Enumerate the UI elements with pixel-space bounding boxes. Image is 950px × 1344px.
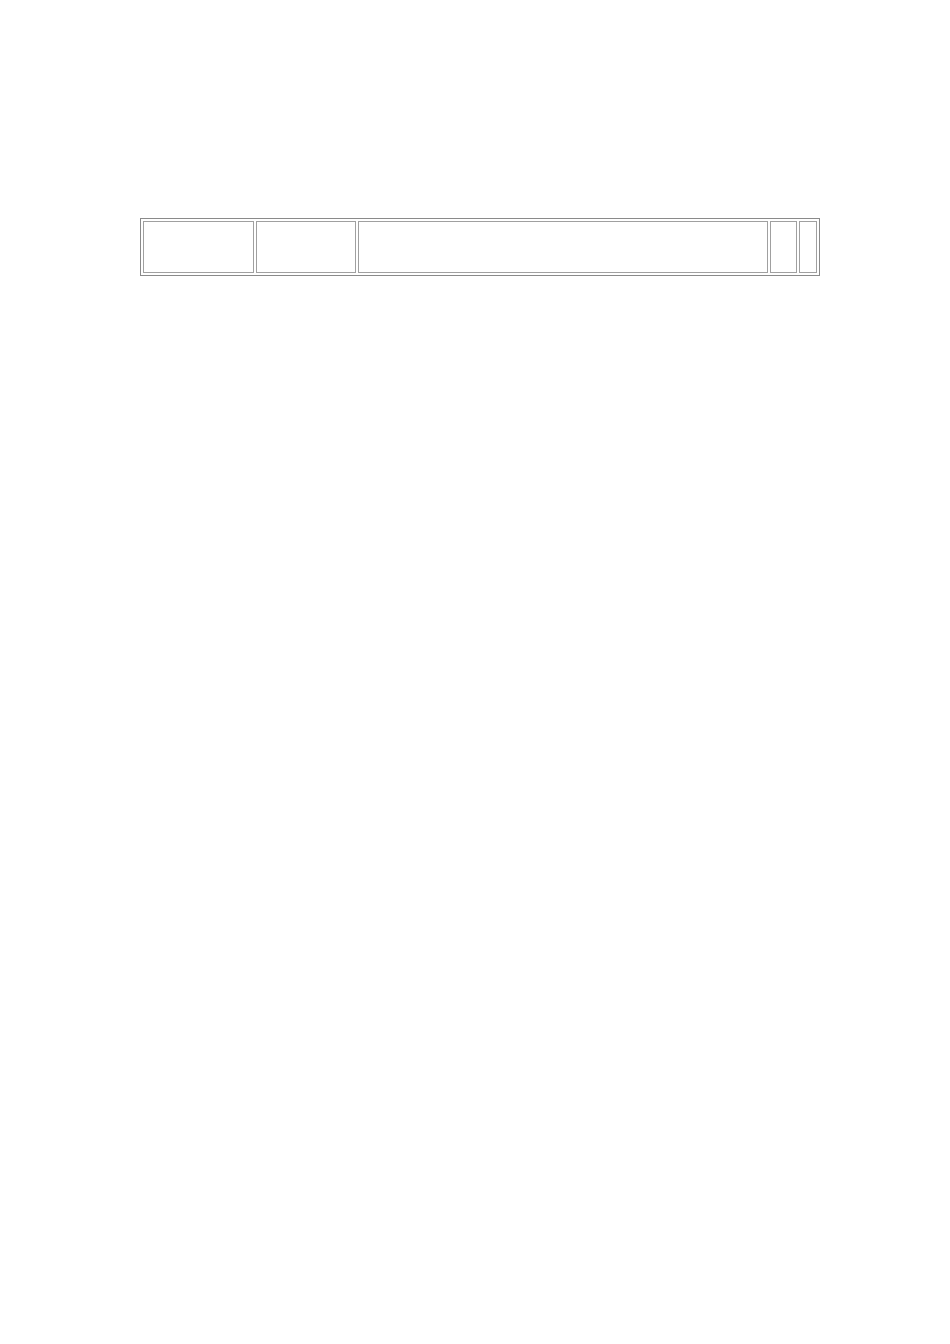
header-unit — [143, 221, 254, 273]
table-header-row — [143, 221, 817, 273]
syllabus-table — [140, 218, 820, 276]
header-item — [256, 221, 356, 273]
header-req — [770, 221, 797, 273]
table-cell-empty — [799, 221, 817, 273]
header-point — [358, 221, 768, 273]
